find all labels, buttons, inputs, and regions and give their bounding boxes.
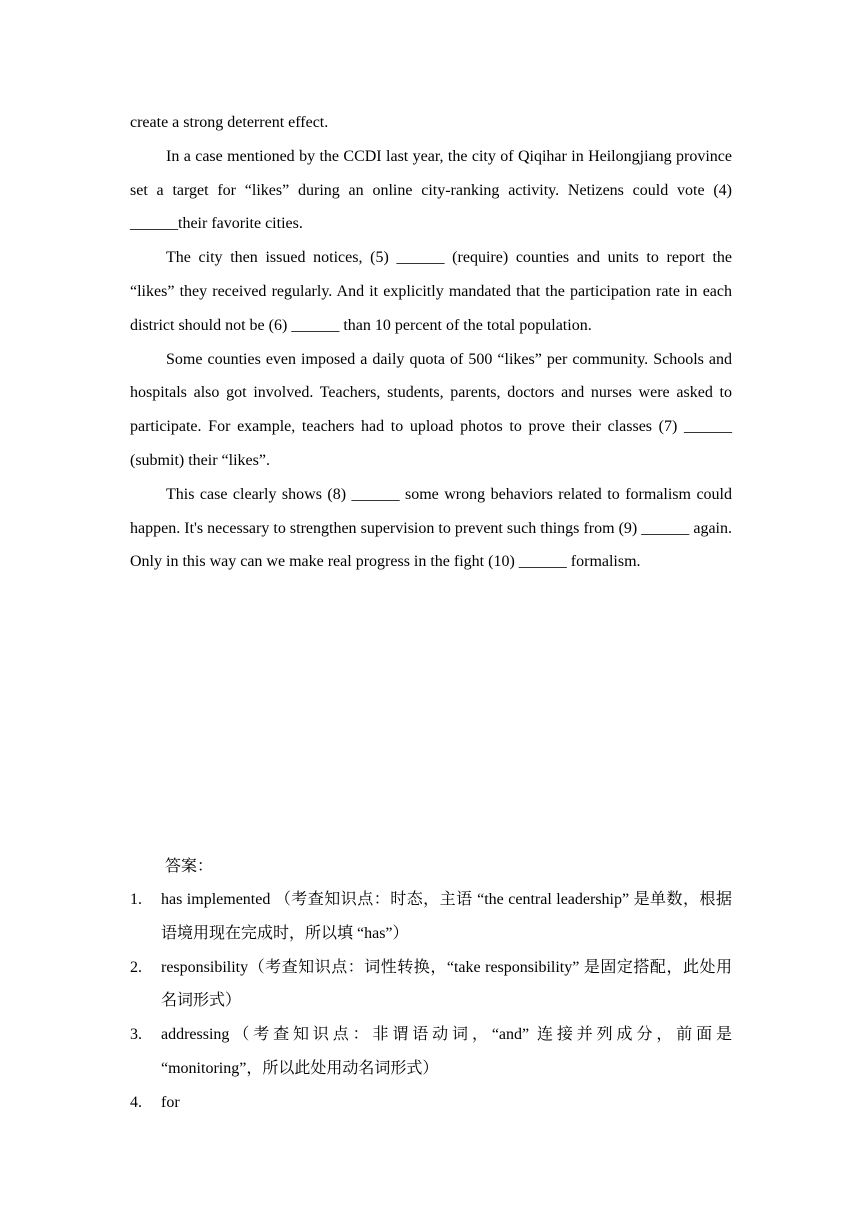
answer-number: 1. — [130, 891, 142, 908]
answer-item — [130, 1018, 732, 1086]
passage — [130, 106, 732, 579]
answer-item — [130, 951, 732, 1019]
answer-text: for — [161, 1093, 180, 1111]
answer-text: responsibility（考查知识点：词性转换，“take responsibility” 是固定搭配，此处用名词形式） — [161, 958, 732, 1010]
paragraph: Some counties even imposed a daily quota of 500 “likes” per community. Schools and hospitals also got involved. Teachers, students, parents, doctors and nurses were asked to participate. For example, teachers had to upload photos to prove their classes (7) ______ (submit) their “likes”. — [130, 350, 732, 469]
answer-number: 3. — [130, 1026, 142, 1044]
answers-heading: 答案： — [165, 858, 214, 875]
answer-text: addressing（考查知识点：非谓语动词，“and” 连接并列成分，前面是 “monitoring”，所以此处用动名词形式） — [161, 1026, 732, 1077]
answer-item — [130, 1086, 732, 1120]
answer-item — [130, 883, 732, 951]
paragraph: In a case mentioned by the CCDI last year, the city of Qiqihar in Heilongjiang province set a target for “likes” during an online city-ranking activity. Netizens could vote (4) ______their favorite cities. — [130, 147, 732, 233]
answer-list — [130, 883, 732, 1120]
paragraph: The city then issued notices, (5) ______ (require) counties and units to report the “likes” they received regularly. And it explicitly mandated that the participation rate in each district should not be (6) ______ than 10 percent of the total population. — [130, 249, 732, 334]
paragraph: This case clearly shows (8) ______ some wrong behaviors related to formalism could happen. It's necessary to strengthen supervision to prevent such things from (9) ______ again. Only in this way can we make real progress in the fight (10) ______ formalism. — [130, 485, 732, 571]
answer-number: 4. — [130, 1093, 142, 1111]
paragraph: create a strong deterrent effect. — [130, 114, 329, 131]
answer-number: 2. — [130, 958, 142, 976]
answer-text: has implemented （考查知识点：时态，主语 “the central leadership” 是单数，根据语境用现在完成时，所以填 “has”） — [161, 891, 732, 942]
